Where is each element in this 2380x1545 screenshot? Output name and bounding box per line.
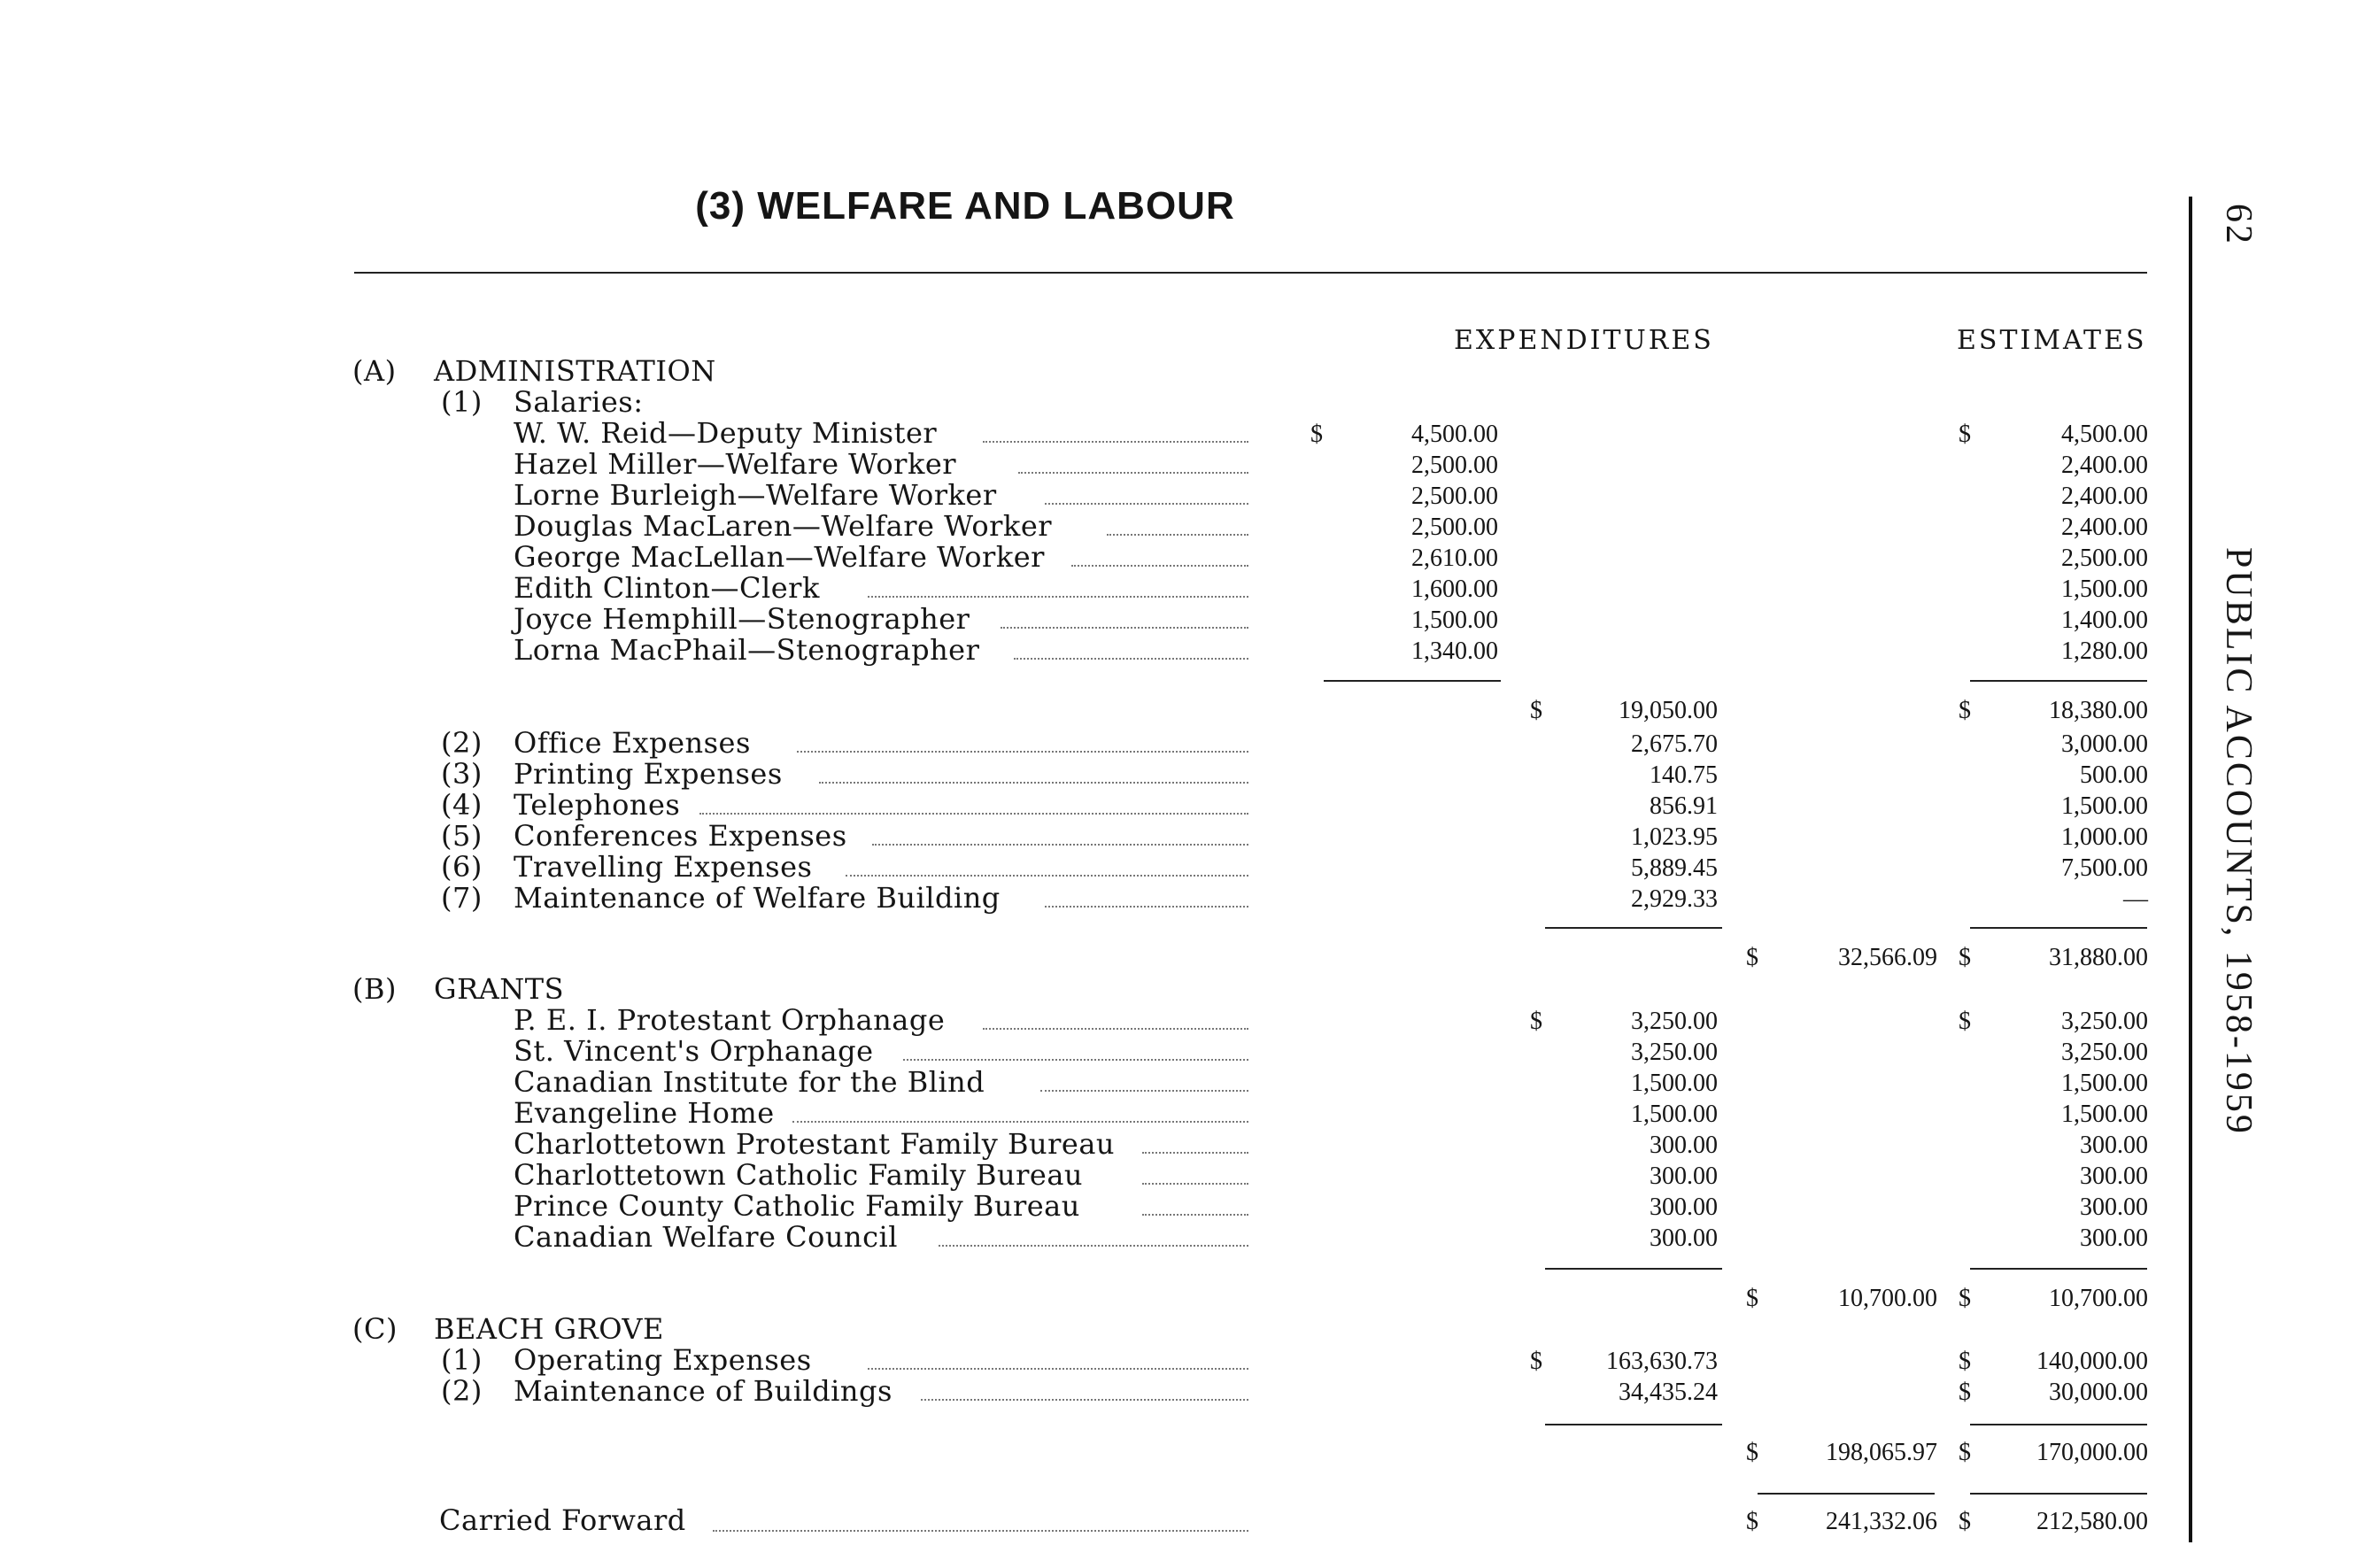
right-margin-rule (2189, 197, 2192, 1542)
page-title: (3) WELFARE AND LABOUR (695, 184, 1235, 228)
dollar-sign: $ (1959, 1008, 1971, 1035)
grant-name: Canadian Welfare Council (514, 1220, 898, 1254)
dollar-sign: $ (1959, 944, 1971, 971)
dot-leader (1142, 1183, 1248, 1185)
item-expenditure: 1,023.95 (1631, 823, 1718, 851)
salary-expenditure: 1,340.00 (1411, 637, 1498, 665)
grant-name: Canadian Institute for the Blind (514, 1065, 985, 1099)
item-name: Operating Expenses (514, 1343, 812, 1377)
section-c-name: BEACH GROVE (434, 1312, 664, 1346)
grant-name: Charlottetown Catholic Family Bureau (514, 1158, 1083, 1192)
item-estimate: 140,000.00 (2036, 1348, 2148, 1375)
item-number: (3) (441, 757, 483, 791)
salary-expenditure: 2,500.00 (1411, 514, 1498, 541)
item-number: (5) (441, 819, 483, 853)
dot-leader (792, 1121, 1248, 1123)
item-estimate: 500.00 (2080, 761, 2148, 789)
dollar-sign: $ (1530, 1008, 1542, 1035)
section-a-label: (A) (352, 354, 397, 388)
item-estimate: 30,000.00 (2049, 1379, 2148, 1406)
page-number: 62 (2218, 204, 2259, 246)
dollar-sign: $ (1746, 1439, 1758, 1466)
salary-name: Joyce Hemphill—Stenographer (514, 602, 970, 636)
subtotal-rule (1545, 1424, 1722, 1425)
grant-estimate: 300.00 (2080, 1224, 2148, 1252)
item-estimate: 7,500.00 (2061, 854, 2148, 882)
salary-expenditure: 4,500.00 (1411, 421, 1498, 448)
salary-name: Lorna MacPhail—Stenographer (514, 633, 980, 667)
grant-expenditure: 1,500.00 (1631, 1070, 1718, 1097)
item-expenditure: 856.91 (1650, 792, 1718, 820)
carried-forward-label: Carried Forward (439, 1503, 686, 1537)
item-name: Telephones (514, 788, 681, 822)
dollar-sign: $ (1746, 944, 1758, 971)
section-b-label: (B) (352, 972, 397, 1006)
item-estimate: 3,000.00 (2061, 730, 2148, 758)
grant-expenditure: 300.00 (1650, 1194, 1718, 1221)
estimates-heading: ESTIMATES (1957, 325, 2147, 356)
salary-estimate: 2,400.00 (2061, 452, 2148, 479)
dollar-sign: $ (1959, 1348, 1971, 1375)
salary-expenditure: 2,500.00 (1411, 483, 1498, 510)
grant-expenditure: 1,500.00 (1631, 1101, 1718, 1128)
dot-leader (921, 1399, 1248, 1401)
dot-leader (1107, 534, 1248, 536)
item-expenditure: 163,630.73 (1606, 1348, 1718, 1375)
section-a-name: ADMINISTRATION (434, 354, 716, 388)
item-estimate: 1,000.00 (2061, 823, 2148, 851)
section-b-name: GRANTS (434, 972, 565, 1006)
salary-estimate: 2,400.00 (2061, 483, 2148, 510)
dollar-sign: $ (1959, 1439, 1971, 1466)
dot-leader (846, 875, 1248, 877)
dot-leader (1001, 627, 1248, 629)
administration-total-estimate: 31,880.00 (2049, 944, 2148, 971)
dot-leader (939, 1245, 1248, 1247)
dot-leader (1071, 565, 1248, 567)
dot-leader (872, 844, 1248, 846)
dot-leader (1040, 1090, 1248, 1092)
item-number: (2) (441, 1374, 483, 1408)
salary-estimate: 1,280.00 (2061, 637, 2148, 665)
dot-leader (1045, 503, 1248, 505)
dot-leader (903, 1059, 1248, 1061)
grant-expenditure: 3,250.00 (1631, 1039, 1718, 1066)
grants-total-expenditure: 10,700.00 (1838, 1285, 1937, 1312)
item-expenditure: 2,675.70 (1631, 730, 1718, 758)
dollar-sign: $ (1530, 697, 1542, 724)
header-rule (354, 272, 2147, 274)
section-c-label: (C) (352, 1312, 398, 1346)
item-expenditure: 34,435.24 (1619, 1379, 1718, 1406)
subtotal-rule (1970, 680, 2147, 682)
item-estimate: — (2123, 885, 2148, 913)
salary-estimate: 2,400.00 (2061, 514, 2148, 541)
dot-leader (1018, 472, 1248, 474)
grant-estimate: 3,250.00 (2061, 1039, 2148, 1066)
grant-estimate: 300.00 (2080, 1132, 2148, 1159)
dollar-sign: $ (1959, 1285, 1971, 1312)
dollar-sign: $ (1746, 1508, 1758, 1535)
item-name: Conferences Expenses (514, 819, 847, 853)
grant-estimate: 1,500.00 (2061, 1101, 2148, 1128)
total-rule (1758, 1493, 1935, 1495)
grant-estimate: 3,250.00 (2061, 1008, 2148, 1035)
item-name: Travelling Expenses (514, 850, 813, 884)
salaries-total-estimate: 18,380.00 (2049, 697, 2148, 724)
dollar-sign: $ (1959, 1379, 1971, 1406)
grant-name: P. E. I. Protestant Orphanage (514, 1003, 946, 1037)
item-expenditure: 5,889.45 (1631, 854, 1718, 882)
item-name: Maintenance of Welfare Building (514, 881, 1001, 915)
item-number: (7) (441, 881, 483, 915)
salary-estimate: 2,500.00 (2061, 545, 2148, 572)
grant-estimate: 300.00 (2080, 1194, 2148, 1221)
expenditures-heading: EXPENDITURES (1454, 325, 1714, 356)
salary-expenditure: 2,610.00 (1411, 545, 1498, 572)
grant-expenditure: 3,250.00 (1631, 1008, 1718, 1035)
dollar-sign: $ (1530, 1348, 1542, 1375)
salaries-total-expenditure: 19,050.00 (1619, 697, 1718, 724)
grant-name: Evangeline Home (514, 1096, 775, 1130)
dot-leader (868, 1368, 1248, 1370)
dollar-sign: $ (1959, 697, 1971, 724)
administration-total-expenditure: 32,566.09 (1838, 944, 1937, 971)
subtotal-rule (1970, 1424, 2147, 1425)
grant-expenditure: 300.00 (1650, 1224, 1718, 1252)
grant-name: Charlottetown Protestant Family Bureau (514, 1127, 1116, 1161)
grant-expenditure: 300.00 (1650, 1132, 1718, 1159)
dollar-sign: $ (1310, 421, 1323, 448)
salary-name: Douglas MacLaren—Welfare Worker (514, 509, 1053, 543)
carried-forward-expenditure: 241,332.06 (1826, 1508, 1937, 1535)
beach-grove-total-estimate: 170,000.00 (2036, 1439, 2148, 1466)
dot-leader (699, 813, 1248, 815)
salary-expenditure: 2,500.00 (1411, 452, 1498, 479)
salary-name: Lorne Burleigh—Welfare Worker (514, 478, 997, 512)
dot-leader (1142, 1152, 1248, 1154)
beach-grove-total-expenditure: 198,065.97 (1826, 1439, 1937, 1466)
dollar-sign: $ (1959, 421, 1971, 448)
grant-estimate: 1,500.00 (2061, 1070, 2148, 1097)
salary-estimate: 4,500.00 (2061, 421, 2148, 448)
item-number: (6) (441, 850, 483, 884)
subtotal-rule (1545, 1268, 1722, 1270)
item-expenditure: 2,929.33 (1631, 885, 1718, 913)
grants-total-estimate: 10,700.00 (2049, 1285, 2148, 1312)
dot-leader (1142, 1214, 1248, 1216)
item-number: (4) (441, 788, 483, 822)
dot-leader (983, 1028, 1248, 1030)
dot-leader (713, 1530, 1248, 1532)
item-name: Maintenance of Buildings (514, 1374, 892, 1408)
salary-expenditure: 1,500.00 (1411, 606, 1498, 634)
salary-name: W. W. Reid—Deputy Minister (514, 416, 938, 450)
side-caption: PUBLIC ACCOUNTS, 1958-1959 (2218, 547, 2259, 1136)
grant-expenditure: 300.00 (1650, 1163, 1718, 1190)
subtotal-rule (1324, 680, 1501, 682)
dot-leader (1045, 906, 1248, 908)
item-number: (1) (441, 1343, 483, 1377)
dollar-sign: $ (1959, 1508, 1971, 1535)
grant-name: St. Vincent's Orphanage (514, 1034, 874, 1068)
grant-name: Prince County Catholic Family Bureau (514, 1189, 1080, 1223)
subtotal-rule (1970, 927, 2147, 929)
salary-expenditure: 1,600.00 (1411, 576, 1498, 603)
item-estimate: 1,500.00 (2061, 792, 2148, 820)
total-rule (1970, 1493, 2147, 1495)
dot-leader (797, 751, 1248, 753)
salaries-number: (1) (441, 385, 483, 419)
salary-estimate: 1,400.00 (2061, 606, 2148, 634)
salary-estimate: 1,500.00 (2061, 576, 2148, 603)
dot-leader (1014, 658, 1248, 660)
item-name: Office Expenses (514, 726, 751, 760)
item-name: Printing Expenses (514, 757, 783, 791)
salary-name: George MacLellan—Welfare Worker (514, 540, 1045, 574)
salary-name: Edith Clinton—Clerk (514, 571, 820, 605)
subtotal-rule (1970, 1268, 2147, 1270)
subtotal-rule (1545, 927, 1722, 929)
salary-name: Hazel Miller—Welfare Worker (514, 447, 957, 481)
item-expenditure: 140.75 (1650, 761, 1718, 789)
dot-leader (868, 596, 1248, 598)
carried-forward-estimate: 212,580.00 (2036, 1508, 2148, 1535)
dot-leader (983, 441, 1248, 443)
dollar-sign: $ (1746, 1285, 1758, 1312)
dot-leader (819, 782, 1248, 784)
item-number: (2) (441, 726, 483, 760)
grant-estimate: 300.00 (2080, 1163, 2148, 1190)
salaries-label: Salaries: (514, 385, 644, 419)
